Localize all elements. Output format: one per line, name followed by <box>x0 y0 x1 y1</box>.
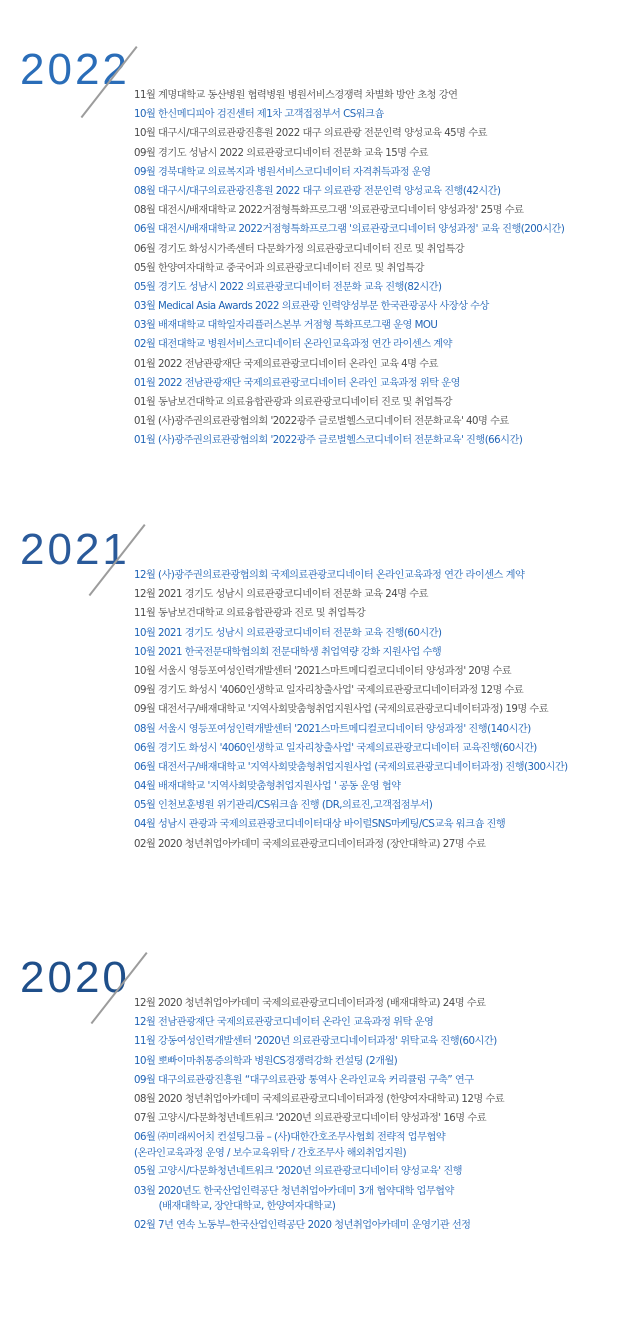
history-item: 05월 경기도 성남시 2022 의료관광코디네이터 전문화 교육 진행(82시간) <box>134 281 442 293</box>
event-list <box>134 86 564 451</box>
history-item: 11월 강동여성인력개발센터 '2020년 의료관광코디네이터과정' 위탁교육 진행(60시간) <box>134 1036 497 1048</box>
history-item: 01월 동남보건대학교 의료융합관광과 의료관광코디네이터 진로 및 취업특강 <box>134 397 452 408</box>
history-item: 09월 대구의료관광진흥원 “대구의료관광 통역사 온라인교육 커리큘럼 구축” 연구 <box>134 1074 474 1086</box>
history-item: 03월 2020년도 한국산업인력공단 청년취업아카데미 3개 협약대학 업무협약 (배재대학교, 장안대학교, 한양여자대학교) <box>134 1185 454 1212</box>
history-item: 07월 고양시/다문화청년네트워크 '2020년 의료관광코디네이터 양성과정' 16명 수료 <box>134 1113 487 1125</box>
history-item: 06월 대전시/배재대학교 2022거점형특화프로그램 '의료관광코디네이터 양성과정' 교육 진행(200시간) <box>134 224 565 236</box>
history-item: 01월 2022 전남관광재단 국제의료관광코디네이터 온라인 교육과정 위탁 운영 <box>134 377 460 389</box>
history-item: 08월 대구시/대구의료관광진흥원 2022 대구 의료관광 전문인력 양성교육 진행(42시간) <box>134 185 501 197</box>
history-item: 01월 (사)광주권의료관광협의회 '2022광주 글로벌헬스코디네이터 전문화교육' 진행(66시간) <box>134 435 523 447</box>
history-item: 04월 성남시 관광과 국제의료관광코디네이터대상 바이럴SNS마케팅/CS교육 워크숍 진행 <box>134 819 506 831</box>
history-item: 12월 2021 경기도 성남시 의료관광코디네이터 전문화 교육 24명 수료 <box>134 589 428 601</box>
history-item: 06월 ㈜미래씨어치 컨설팅그룹 – (사)대한간호조무사협회 전략적 업무협약 (온라인교육과정 운영 / 보수교육위탁 / 간호조무사 해외취업지원) <box>134 1132 446 1159</box>
event-list <box>134 566 568 854</box>
year-heading: 2020 <box>20 953 130 1002</box>
history-item: 05월 인천보훈병원 위기관리/CS워크숍 진행 (DR,의료진,고객접점부서) <box>134 800 433 812</box>
history-item: 05월 고양시/다문화청년네트워크 '2020년 의료관광코디네이터 양성교육' 진행 <box>134 1166 463 1178</box>
history-item: 11월 계명대학교 동산병원 협력병원 병원서비스경쟁력 차별화 방안 초청 강연 <box>134 90 458 101</box>
history-item: 10월 한신메디피아 검진센터 제1차 고객접점부서 CS워크숍 <box>134 109 384 121</box>
history-item: 10월 2021 경기도 성남시 의료관광코디네이터 전문화 교육 진행(60시간) <box>134 627 442 639</box>
history-item: 02월 대전대학교 병원서비스코디네이터 온라인교육과정 연간 라이센스 계약 <box>134 339 452 351</box>
history-item: 09월 경기도 화성시 '4060인생학교 일자리창출사업' 국제의료관광코디네이터과정 12명 수료 <box>134 685 524 697</box>
history-item: 08월 대전시/배재대학교 2022거점형특화프로그램 '의료관광코디네이터 양성과정' 25명 수료 <box>134 205 524 217</box>
history-item: 02월 2020 청년취업아카데미 국제의료관광코디네이터과정 (장안대학교) 27명 수료 <box>134 838 486 850</box>
history-item: 03월 배재대학교 대학일자리플러스본부 거점형 특화프로그램 운영 MOU <box>134 320 438 332</box>
history-item: 08월 서울시 영등포여성인력개발센터 '2021스마트메디컬코디네이터 양성과정' 진행(140시간) <box>134 723 531 735</box>
history-item: 12월 2020 청년취업아카데미 국제의료관광코디네이터과정 (배재대학교) 24명 수료 <box>134 998 486 1009</box>
history-item: 10월 대구시/대구의료관광진흥원 2022 대구 의료관광 전문인력 양성교육 45명 수료 <box>134 128 487 140</box>
history-item: 01월 (사)광주권의료관광협의회 '2022광주 글로벌헬스코디네이터 전문화교육' 40명 수료 <box>134 416 509 428</box>
history-item: 10월 2021 한국전문대학협의회 전문대학생 취업역량 강화 지원사업 수행 <box>134 646 442 658</box>
history-item: 09월 경북대학교 의료복지과 병원서비스코디네이터 자격취득과정 운영 <box>134 166 431 178</box>
history-item: 08월 2020 청년취업아카데미 국제의료관광코디네이터과정 (한양여자대학교) 12명 수료 <box>134 1093 505 1105</box>
history-item: 11월 동남보건대학교 의료융합관광과 진로 및 취업특강 <box>134 608 366 620</box>
history-item: 03월 Medical Asia Awards 2022 의료관광 인력양성부문 한국관광공사 사장상 수상 <box>134 301 489 313</box>
history-item: 09월 대전서구/배재대학교 '지역사회맞춤형취업지원사업 (국제의료관광코디네이터과정) 19명 수료 <box>134 704 549 716</box>
history-item: 01월 2022 전남관광재단 국제의료관광코디네이터 온라인 교육 4명 수료 <box>134 358 438 370</box>
year-heading: 2021 <box>20 525 130 574</box>
history-item: 06월 경기도 화성시 '4060인생학교 일자리창출사업' 국제의료관광코디네이터 교육진행(60시간) <box>134 742 537 754</box>
history-item: 06월 경기도 화성시가족센터 다문화가정 의료관광코디네이터 진로 및 취업특강 <box>134 243 465 255</box>
history-item: 06월 대전서구/배재대학교 '지역사회맞춤형취업지원사업 (국제의료관광코디네이터과정) 진행(300시간) <box>134 761 568 773</box>
history-item: 04월 배재대학교 '지역사회맞춤형취업지원사업 ' 공동 운영 협약 <box>134 781 401 793</box>
history-item: 12월 전남관광재단 국제의료관광코디네이터 온라인 교육과정 위탁 운영 <box>134 1017 434 1029</box>
history-item: 10월 서울시 영등포여성인력개발센터 '2021스마트메디컬코디네이터 양성과정' 20명 수료 <box>134 665 512 677</box>
history-item: 12월 (사)광주권의료관광협의회 국제의료관광코디네이터 온라인교육과정 연간 라이센스 계약 <box>134 570 525 581</box>
year-heading: 2022 <box>20 45 130 94</box>
history-item: 02월 7년 연속 노동부–한국산업인력공단 2020 청년취업아카데미 운영기관 선정 <box>134 1219 471 1231</box>
history-item: 05월 한양여자대학교 중국어과 의료관광코디네이터 진로 및 취업특강 <box>134 262 424 274</box>
event-list <box>134 994 504 1235</box>
history-item: 10월 뽀빠이마취통증의학과 병원CS경쟁력강화 컨설팅 (2개월) <box>134 1055 398 1067</box>
history-item: 09월 경기도 성남시 2022 의료관광코디네이터 전문화 교육 15명 수료 <box>134 147 428 159</box>
